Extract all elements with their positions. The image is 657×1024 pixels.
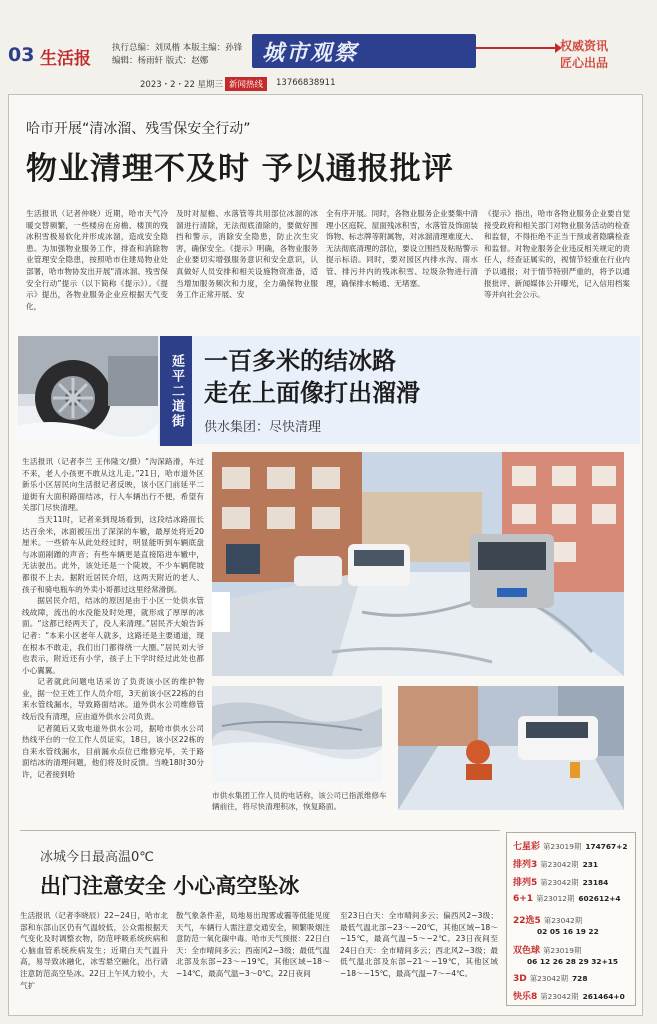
lottery-name: 快乐8 <box>513 992 538 1002</box>
article1-headline: 物业清理不及时 予以通报批评 <box>26 151 454 187</box>
article2-paragraph: 当天11时，记者来到现场看到，这段结冰路面长达百余米，冰面被压出了深深的车辙，最厚处将近20厘米。一些轿车从此处经过时，明显能听到车辆底盘与冰面剐蹭的声音；有些车辆更是直接陷进车辙中，无法驶出。此外，该处还是一个陡坡，不少车辆爬坡都很不上去。据附近居民介绍，这两天附近的老人、孩子和骑电瓶车的外卖小哥都过这里经常滑倒。 <box>22 514 204 594</box>
article3-headline: 出门注意安全 小心高空坠冰 <box>40 873 300 898</box>
lottery-result: 23184 <box>582 878 609 887</box>
lottery-name: 双色球 <box>513 946 541 956</box>
article2-photo-caption: 市供水集团工作人员的电话称，该公司已指派维修车辆前往，将尽快清理积冰，恢复路面。 <box>212 791 387 811</box>
lottery-results-box <box>506 832 636 1006</box>
lottery-issue: 第23042期 <box>543 916 583 925</box>
lottery-name: 22选5 <box>513 916 541 926</box>
staff-line-2: 编辑：杨雨轩 版式：赵娜 <box>112 56 209 66</box>
article2-paragraph: 生活报讯（记者李兰 王伟隆文/摄）“沟深路滑，车过不来，老人小孩更不敢从这儿走。”21日，哈市道外区新乐小区居民向生活报记者反映，该小区门前延平二道街有大面积路面结冰，行人车辆出行不便，希望有关部门尽快清理。 <box>22 457 204 513</box>
hotline-label: 新闻热线 <box>225 77 267 91</box>
section-banner-title: 城市观察 <box>262 41 359 66</box>
article3-column-3: 至23日白天：全市晴间多云；偏西风2~3级；最低气温北部−23～−20℃，其他区域−18～−15℃，最高气温−5～−2℃。23日夜间至24日白天：全市晴间多云；西北风2~3级；最低气温北部及东部−21～−19℃，其他区域−18～−15℃，最高气温−7～−4℃。 <box>340 911 498 978</box>
article3-column-1: 生活报讯（记者李晓辰）22~24日，哈市北部和东部山区仍有气温较低，公众需根据天气变化及时调整衣物，防范呼吸系统疾病和心脑血管系统疾病发生；近期白天气温升高，易导致冰融化，冰雪悬空融化，出行请注意防范高空坠冰。22日上午风力较小，大气扩 <box>20 911 168 990</box>
article1-column-2: 及时对屋檐、水落管等共用部位冰溜的冰溜进行清除，无法彻底清除的，要做好围挡和警示，消除安全隐患，防止次生灾害，确保安全。《提示》明确，各物业服务企业要切实增强服务意识和安全意识，认真做好人员安排和相关设施物资准备，适当增加服务频次和力度，全力确保物业服务工作正常开展、安 <box>176 209 318 300</box>
article2-paragraph: 记者就此问题电话采访了负责该小区的维护物业，据一位王姓工作人员介绍，3天前该小区22栋的自来水管线漏水，导致路面结冰。道外供水公司维修管线后没有清理，应由道外供水公司负责。 <box>22 677 204 722</box>
lottery-name: 七星彩 <box>513 842 541 852</box>
article1-column-3: 全有序开展。同时，各物业服务企业要集中清理小区庭院、屋面残冰积雪，水落管及饰面装饰物、标志牌等附属物，对冰溜清理难度大、无法彻底清理的部位，要设立围挡及粘贴警示提示标语。同时，要对园区内排水沟、雨水管、排污井内的残冰积雪、垃圾杂物进行清理，确保排水畅通、无堵塞。 <box>326 209 478 288</box>
article3-column-2: 散气象条件差，局地易出现雾或霾等低能见度天气，车辆行人需注意交通安全，频繁吸烟注意防范一氧化碳中毒。哈市天气预报：22日白天：全市晴间多云；西南风2~3级；最低气温北部及东部−23～−19℃，其他区域−18～−14℃，最高气温−3～0℃。22日夜间 <box>176 911 330 978</box>
frozen-ground-photo <box>212 686 382 782</box>
icy-street-photo <box>212 452 624 676</box>
lottery-row <box>537 927 631 941</box>
lottery-row <box>513 857 631 871</box>
dateline: 2023・2・22 星期三 <box>140 80 224 90</box>
article2-paragraph: 记者随后又致电道外供水公司，据哈市供水公司热线平台的一位工作人员证实，18日，该小区22栋的自来水管线漏水，目前漏水点位已维修完毕，关于路面结冰的清理问题，他们将及时反馈。当晚18时30分许，记者接到哈 <box>22 723 204 780</box>
lottery-result: 602612+4 <box>578 894 621 903</box>
lottery-issue: 第23042期 <box>529 974 569 983</box>
staff-credits <box>112 42 242 68</box>
article2-vertical-label: 延平二道街 <box>160 336 192 446</box>
slogan <box>560 38 608 72</box>
lottery-row <box>513 989 631 1003</box>
lottery-row <box>513 875 631 889</box>
article1-column-1: 生活报讯（记者仲晓）近期，哈市天气冷暖交替频繁，一些楼房在房檐、楼顶的残冰积雪极易软化并形成冰溜，造成安全隐患。为加强物业服务工作，排查和消除物业管理安全隐患，按照哈市住建局物业处部署，哈市物协发出开展“清冰溜、残雪保安全行动”提示（以下简称《提示》）。《提示》提出，各物业服务企业应根据天气变化， <box>26 209 168 311</box>
lottery-issue: 第23019期 <box>543 946 582 955</box>
tire-on-ice-photo <box>18 336 158 444</box>
lottery-row <box>527 957 631 971</box>
staff-line-1: 执行总编：刘凤楷 本版主编：孙锋 <box>112 43 243 53</box>
slogan-line-1: 权威资讯 <box>560 39 609 53</box>
article2-headline-line-1: 一百多米的结冰路 <box>204 346 396 375</box>
lottery-name: 6+1 <box>513 894 534 904</box>
lottery-row <box>513 943 631 957</box>
lottery-result: 174767+2 <box>585 842 628 851</box>
lottery-row <box>513 839 631 853</box>
lottery-name: 排列5 <box>513 878 538 888</box>
article2-body <box>22 456 204 781</box>
section-divider <box>20 830 500 831</box>
slogan-line-2: 匠心出品 <box>560 56 609 70</box>
lottery-name: 3D <box>513 974 527 984</box>
hotline-number: 13766838911 <box>276 78 336 88</box>
lottery-issue: 第23012期 <box>536 894 575 903</box>
article2-subhead: 供水集团：尽快清理 <box>204 420 322 435</box>
paper-name: 生活报 <box>40 49 91 69</box>
lottery-result: 231 <box>582 860 598 869</box>
article2-headline <box>204 345 420 409</box>
lottery-issue: 第23042期 <box>540 992 579 1001</box>
lottery-row <box>513 913 631 927</box>
lottery-result: 728 <box>572 974 588 983</box>
lottery-result: 06 12 26 28 29 32+15 <box>527 957 619 966</box>
article1-column-4: 《提示》指出，哈市各物业服务企业要自觉接受政府和相关部门对物业服务活动的检查和监督，不得拒绝不正当干预或者隐瞒检查和监督。对物业服务企业违反相关规定的责任人，经查证属实的，视情节轻重在行业内予以通报；对于情节特别严重的，将予以通报批评、新闻媒体公开曝光，记入信用档案等并向社会公示。 <box>484 209 630 300</box>
lottery-issue: 第23019期 <box>543 842 582 851</box>
water-leak-photo <box>398 686 624 810</box>
lottery-issue: 第23042期 <box>540 878 579 887</box>
lottery-issue: 第23042期 <box>540 860 579 869</box>
lottery-row <box>513 973 631 987</box>
lottery-result: 261464+0 <box>582 992 625 1001</box>
lottery-row <box>513 893 631 907</box>
article3-kicker: 冰城今日最高温0℃ <box>40 850 154 865</box>
article1-kicker: 哈市开展“清冰溜、残雪保安全行动” <box>26 121 251 137</box>
article2-paragraph: 据居民介绍，结冰的原因是由于小区一处供水管线故障，流出的水没能及时处理，就形成了厚厚的冰面。“这都已经两天了，没人来清理。”居民齐大娘告诉记者：“本来小区老年人就多，这路还是主要通道，现在根本不敢走，我们出门都得绕一大圈。”居民刘大爷也表示，附近还有小学，孩子上下学时经过此处也都小心翼翼。 <box>22 596 204 675</box>
article2-headline-line-2: 走在上面像打出溜滑 <box>204 378 420 407</box>
page-number: 03 <box>8 44 35 66</box>
lottery-name: 排列3 <box>513 860 538 870</box>
lottery-result: 02 05 16 19 22 <box>537 927 599 936</box>
arrow-right-icon <box>476 47 556 49</box>
